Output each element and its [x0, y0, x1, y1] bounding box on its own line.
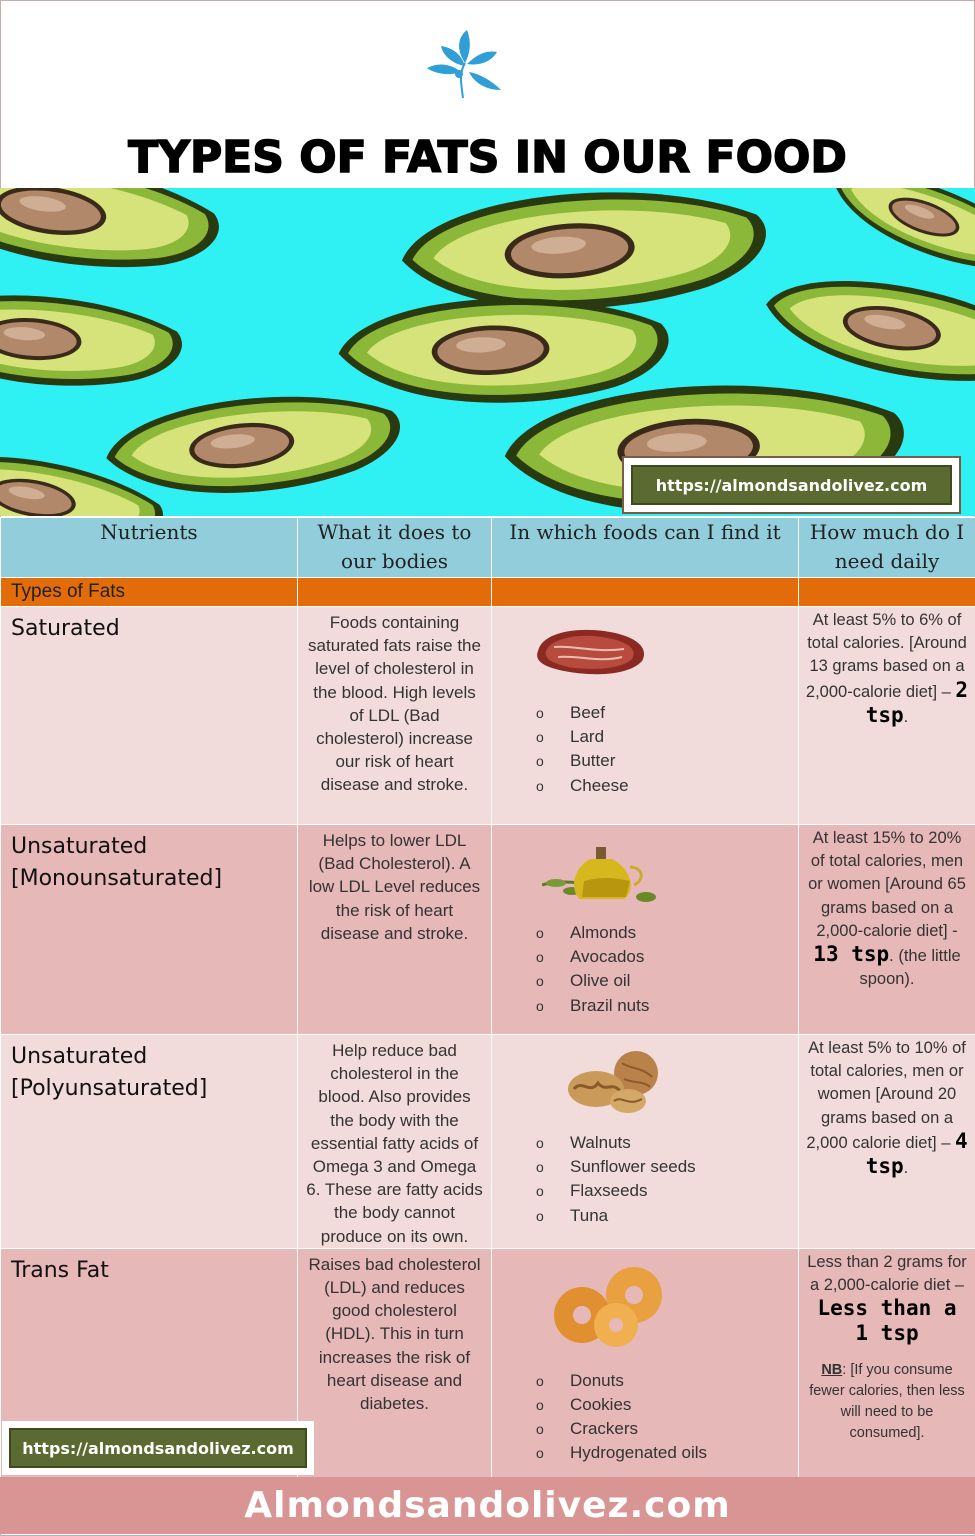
- list-item: o Brazil nuts: [536, 995, 650, 1015]
- website-badge-text: https://almondsandolivez.com: [9, 1428, 307, 1468]
- website-badge-text: https://almondsandolivez.com: [631, 465, 952, 505]
- list-item: o Sunflower seeds: [536, 1157, 696, 1177]
- list-item: o Olive oil: [536, 971, 631, 991]
- list-item: o Cheese: [536, 775, 629, 795]
- teaspoon-amount: 2 tsp: [865, 677, 969, 727]
- table-row-saturated: [1, 607, 975, 825]
- row-foods: [492, 607, 799, 825]
- row-daily-amount: At least 5% to 10% of total calories, men or women [Around 20 grams based on a 2,000 calorie diet] – 4 tsp.: [799, 1035, 975, 1249]
- page-title: TYPES OF FATS IN OUR FOOD: [128, 132, 847, 183]
- header-effect: What it does to our bodies: [298, 518, 492, 578]
- olive-oil-icon: [542, 843, 662, 905]
- list-item: o Butter: [536, 751, 616, 771]
- row-foods: [492, 825, 799, 1035]
- row-name: Trans Fat: [1, 1248, 298, 1481]
- leaf-logo-icon: [425, 28, 505, 100]
- list-item: o Almonds: [536, 923, 637, 942]
- list-item: o Lard: [536, 727, 605, 747]
- fats-table: [0, 517, 975, 1482]
- footer-site-name[interactable]: Almondsandolivez.com: [0, 1477, 975, 1534]
- teaspoon-amount: Less than a 1 tsp: [817, 1296, 957, 1346]
- list-item: o Tuna: [536, 1205, 609, 1225]
- row-description: Raises bad cholesterol (LDL) and reduces good cholesterol (HDL). This in turn increases the risk of heart disease and diabetes.: [298, 1248, 492, 1481]
- food-list: [536, 1131, 696, 1228]
- row-daily-amount: At least 5% to 6% of total calories. [Around 13 grams based on a 2,000-calorie diet] – 2 tsp.: [799, 607, 975, 825]
- list-item: o Avocados: [536, 947, 645, 967]
- list-item: o Flaxseeds: [536, 1181, 648, 1201]
- section-label: Types of Fats: [1, 578, 298, 607]
- table-row-monounsaturated: [1, 825, 975, 1035]
- row-foods: [492, 1035, 799, 1249]
- row-description: Help reduce bad cholesterol in the blood. Also provides the body with the essential fatty acids of Omega 3 and Omega 6. These are fatty acids the body cannot produce on its own.: [298, 1035, 492, 1249]
- table-header-row: [1, 518, 975, 578]
- teaspoon-amount: 4 tsp: [865, 1128, 968, 1179]
- website-badge-top[interactable]: [624, 458, 959, 512]
- row-name: Unsaturated [Polyunsaturated]: [1, 1035, 298, 1249]
- nb-note: NB: [If you consume fewer calories, then less will need to be consumed].: [809, 1361, 965, 1441]
- row-foods: [492, 1248, 799, 1481]
- row-name: Saturated: [1, 607, 298, 825]
- row-daily-amount: At least 15% to 20% of total calories, men or women [Around 65 grams based on a 2,000-calorie diet] - 13 tsp. (the little spoon).: [799, 825, 975, 1035]
- walnuts-icon: [566, 1049, 666, 1115]
- row-description: Foods containing saturated fats raise the level of cholesterol in the blood. High levels of LDL (Bad cholesterol) increase our risk of heart disease and stroke.: [298, 607, 492, 825]
- row-name: Unsaturated [Monounsaturated]: [1, 825, 298, 1035]
- row-daily-amount: Less than 2 grams for a 2,000-calorie diet – Less than a 1 tsp NB: [If you consume fewer calories, then less will need to be consumed].: [799, 1248, 975, 1481]
- food-list: [536, 921, 649, 1018]
- beef-steak-icon: [534, 627, 650, 677]
- donuts-icon: [550, 1265, 680, 1349]
- list-item: o Beef: [536, 703, 605, 722]
- header-nutrients: Nutrients: [1, 518, 298, 578]
- list-item: o Donuts: [536, 1370, 624, 1390]
- table-row-polyunsaturated: [1, 1035, 975, 1249]
- list-item: o Hydrogenated oils: [536, 1443, 708, 1463]
- header-foods: In which foods can I find it: [492, 518, 799, 578]
- section-row: [1, 578, 975, 607]
- list-item: o Crackers: [536, 1419, 639, 1439]
- list-item: o Walnuts: [536, 1133, 631, 1152]
- list-item: o Cookies: [536, 1395, 632, 1415]
- food-list: [536, 1369, 707, 1466]
- header-daily-amount: How much do I need daily: [799, 518, 975, 578]
- teaspoon-amount: 13 tsp: [813, 942, 890, 967]
- website-badge-bottom[interactable]: [2, 1421, 314, 1475]
- food-list: [536, 701, 629, 798]
- row-description: Helps to lower LDL (Bad Cholesterol). A low LDL Level reduces the risk of heart disease and stroke.: [298, 825, 492, 1035]
